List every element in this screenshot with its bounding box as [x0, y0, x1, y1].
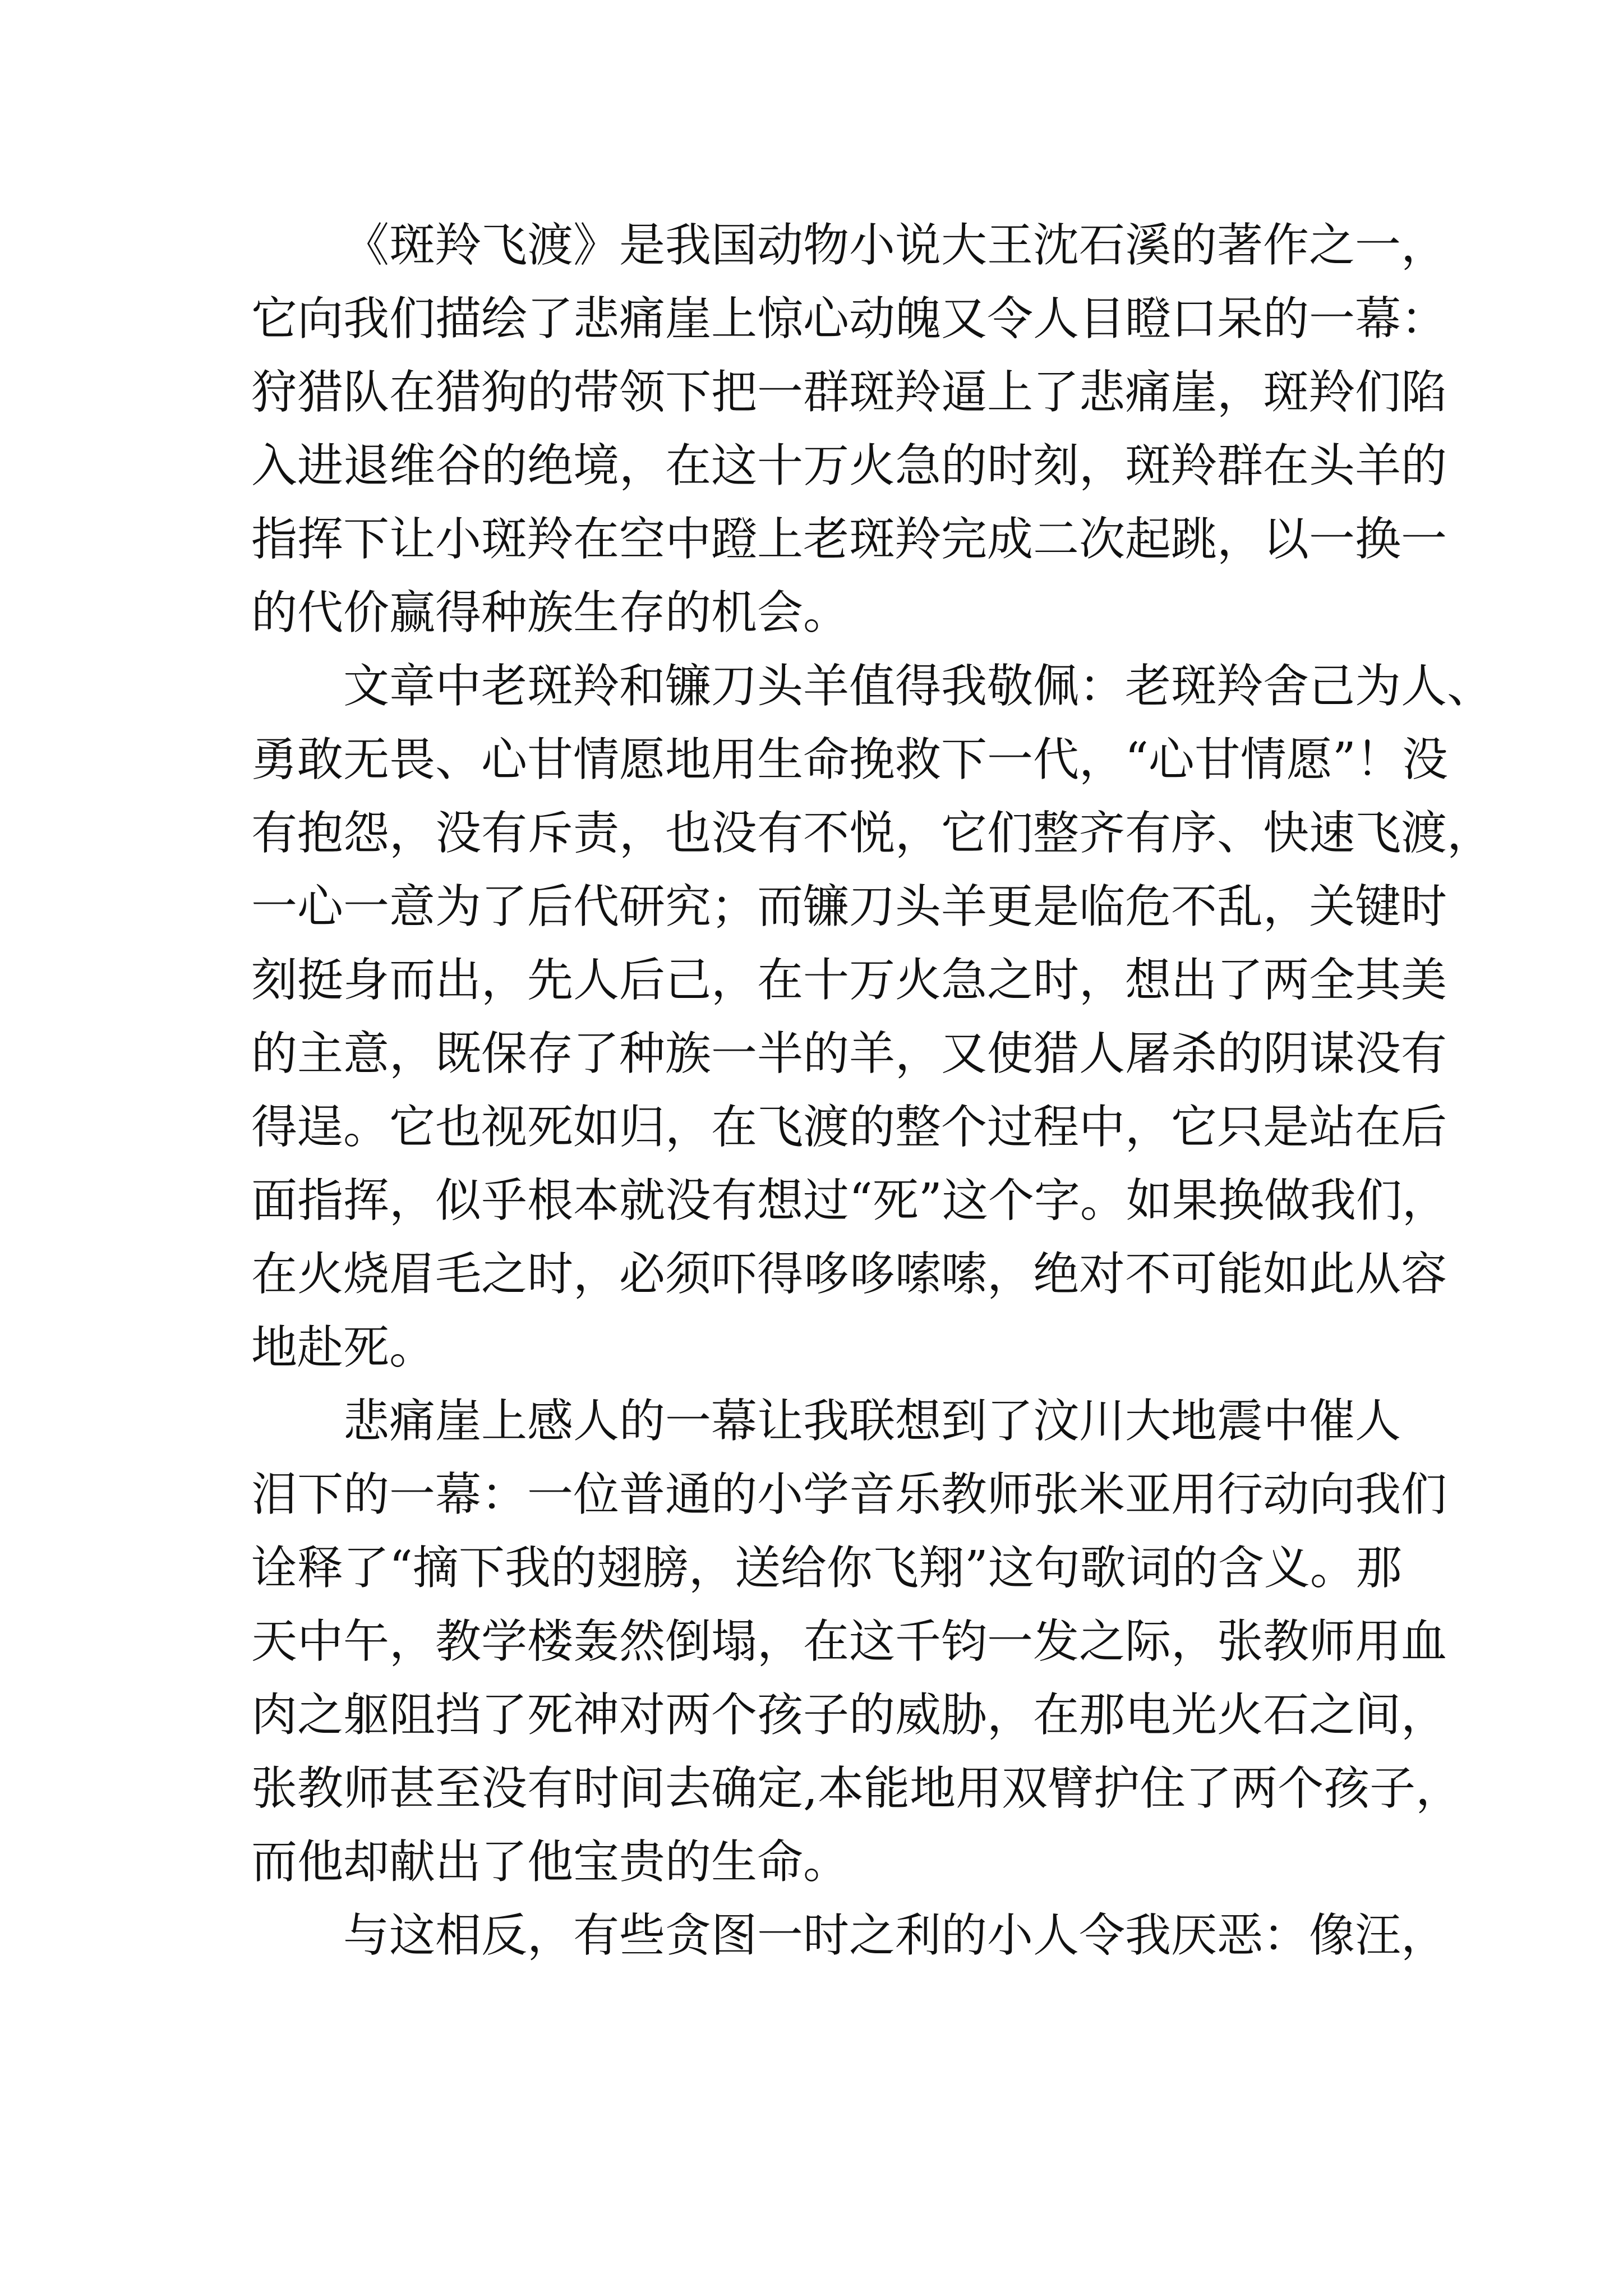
paragraph-2-line-2: 勇敢无畏、心甘情愿地用生命挽救下一代，“心甘情愿”！没: [251, 733, 1448, 786]
paragraph-2-line-1: 文章中老斑羚和镰刀头羊值得我敬佩：老斑羚舍己为人、: [343, 660, 1493, 713]
paragraph-3-line-4: 天中午，教学楼轰然倒塌，在这千钧一发之际，张教师用血: [251, 1615, 1447, 1668]
paragraph-2-line-8: 面指挥，似乎根本就没有想过“死”这个字。如果换做我们，: [251, 1174, 1448, 1227]
paragraph-3-line-2: 泪下的一幕：一位普通的小学音乐教师张米亚用行动向我们: [251, 1468, 1447, 1521]
paragraph-4: [251, 1899, 1447, 1972]
paragraph-2: [251, 650, 1493, 1384]
paragraph-2-line-6: 的主意，既保存了种族一半的羊，又使猎人屠杀的阴谋没有: [251, 1027, 1447, 1080]
document-body: [251, 209, 1493, 1972]
paragraph-1-line-3: 狩猎队在猎狗的带领下把一群斑羚逼上了悲痛崖，斑羚们陷: [251, 366, 1447, 419]
paragraph-2-line-3: 有抱怨，没有斥责，也没有不悦，它们整齐有序、快速飞渡，: [251, 807, 1493, 860]
paragraph-1-line-6: 的代价赢得种族生存的机会。: [251, 586, 850, 639]
paragraph-3-line-6: 张教师甚至没有时间去确定,本能地用双臂护住了两个孩子，: [251, 1762, 1462, 1815]
paragraph-3-line-1: 悲痛崖上感人的一幕让我联想到了汶川大地震中催人: [343, 1395, 1401, 1448]
paragraph-2-line-7: 得逞。它也视死如归，在飞渡的整个过程中，它只是站在后: [251, 1101, 1447, 1154]
paragraph-1-line-1: 《斑羚飞渡》是我国动物小说大王沈石溪的著作之一，: [343, 219, 1447, 272]
paragraph-1-line-2: 它向我们描绘了悲痛崖上惊心动魄又令人目瞪口呆的一幕：: [251, 292, 1447, 346]
paragraph-2-line-10: 地赴死。: [251, 1321, 436, 1374]
paragraph-4-line-1: 与这相反，有些贪图一时之利的小人令我厌恶：像汪，: [343, 1909, 1447, 1962]
paragraph-3-line-5: 肉之躯阻挡了死神对两个孩子的威胁，在那电光火石之间，: [251, 1688, 1447, 1742]
paragraph-3: [251, 1384, 1462, 1899]
paragraph-1: [251, 209, 1447, 650]
paragraph-2-line-4: 一心一意为了后代研究；而镰刀头羊更是临危不乱，关键时: [251, 880, 1447, 933]
paragraph-3-line-3: 诠释了“摘下我的翅膀，送给你飞翔”这句歌词的含义。那: [251, 1542, 1402, 1595]
paragraph-2-line-9: 在火烧眉毛之时，必须吓得哆哆嗦嗦，绝对不可能如此从容: [251, 1248, 1447, 1301]
paragraph-3-line-7: 而他却献出了他宝贵的生命。: [251, 1835, 850, 1889]
paragraph-1-line-5: 指挥下让小斑羚在空中蹬上老斑羚完成二次起跳，以一换一: [251, 513, 1447, 566]
paragraph-1-line-4: 入进退维谷的绝境，在这十万火急的时刻，斑羚群在头羊的: [251, 439, 1447, 493]
paragraph-2-line-5: 刻挺身而出，先人后己，在十万火急之时，想出了两全其美: [251, 954, 1447, 1007]
